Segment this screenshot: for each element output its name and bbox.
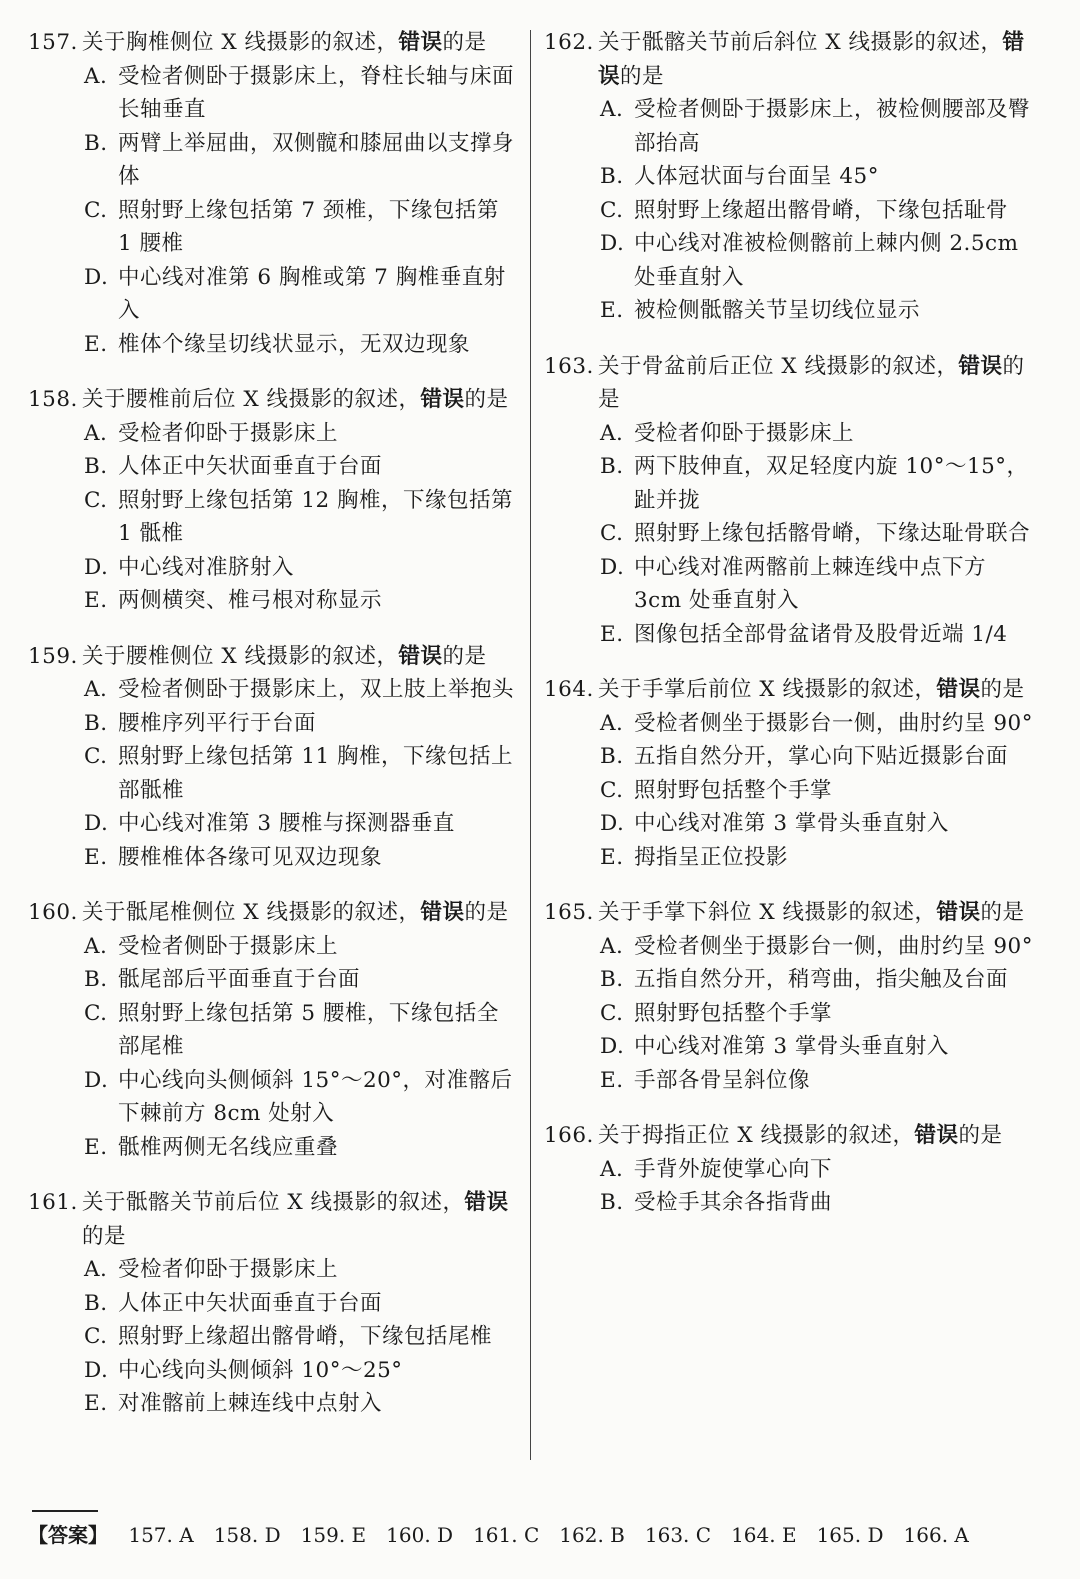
option-item [84, 60, 518, 127]
option-item [600, 294, 1034, 328]
option-item [600, 740, 1034, 774]
stem-emphasis: 错误 [398, 30, 443, 55]
option-text: 拇指呈正位投影 [634, 844, 789, 870]
question-stem [544, 350, 1034, 417]
option-text: 受检者侧卧于摄影床上 [118, 933, 339, 959]
option-text: 受检手其余各指背曲 [634, 1190, 833, 1215]
option-item [84, 1131, 518, 1165]
option-text: 照射野上缘超出髂骨嵴，下缘包括耻骨 [634, 197, 1009, 223]
option-text: 中心线对准第 3 掌骨头垂直射入 [634, 811, 949, 836]
option-text: 椎体个缘呈切线状显示，无双边现象 [118, 331, 471, 357]
option-text: 人体冠状面与台面呈 45° [634, 164, 879, 189]
option-item [84, 450, 518, 484]
question-number: 158. [28, 387, 78, 412]
stem-post: 的是 [598, 353, 1025, 412]
option-text: 受检者侧卧于摄影床上，被检侧腰部及臀部抬高 [634, 97, 1031, 156]
question-number: 162. [544, 30, 594, 55]
answer-item: 158. D [213, 1523, 281, 1547]
option-label: E. [84, 588, 108, 613]
option-item [600, 450, 1034, 517]
option-text: 中心线对准被检侧髂前上棘内侧 2.5cm 处垂直射入 [634, 231, 1019, 290]
option-list [544, 707, 1034, 875]
option-item [84, 417, 518, 451]
option-list [28, 1253, 518, 1421]
option-item [84, 1320, 518, 1354]
question-stem [544, 673, 1034, 707]
stem-pre: 关于骶髂关节前后位 X 线摄影的叙述， [82, 1190, 465, 1215]
option-text: 照射野上缘超出髂骨嵴，下缘包括尾椎 [118, 1324, 493, 1349]
answer-item: 166. A [903, 1523, 969, 1547]
stem-post: 的是 [442, 30, 487, 55]
option-item [600, 1064, 1034, 1098]
answer-item: 161. C [473, 1523, 540, 1547]
left-column [28, 26, 518, 1443]
option-item [600, 963, 1034, 997]
option-text: 骶尾部后平面垂直于台面 [118, 967, 361, 992]
question-157 [28, 26, 518, 361]
option-label: D. [84, 811, 109, 836]
stem-emphasis: 错误 [958, 353, 1003, 379]
answer-item: 159. E [300, 1523, 367, 1547]
option-list [544, 1153, 1034, 1220]
question-number: 164. [544, 677, 594, 702]
stem-pre: 关于拇指正位 X 线摄影的叙述， [598, 1123, 915, 1148]
option-text: 受检者侧坐于摄影台一侧，曲肘约呈 90° [634, 933, 1033, 959]
right-column [544, 26, 1034, 1242]
question-stem [544, 26, 1034, 93]
question-159 [28, 640, 518, 875]
option-label: C. [84, 1324, 108, 1349]
option-text: 照射野包括整个手掌 [634, 1000, 833, 1026]
option-text: 照射野上缘包括髂骨嵴，下缘达耻骨联合 [634, 521, 1031, 546]
option-label: B. [84, 710, 108, 736]
option-label: E. [84, 1391, 108, 1416]
option-text: 照射野上缘包括第 7 颈椎，下缘包括第 1 腰椎 [118, 197, 499, 256]
option-text: 图像包括全部骨盆诸骨及股骨近端 1/4 [634, 621, 1008, 647]
option-item [600, 618, 1034, 652]
option-label: D. [600, 554, 625, 580]
stem-emphasis: 错误 [420, 900, 465, 925]
stem-post: 的是 [464, 387, 509, 412]
option-item [600, 841, 1034, 875]
option-text: 五指自然分开，稍弯曲，指尖触及台面 [634, 967, 1009, 992]
question-stem [28, 640, 518, 674]
question-number: 159. [28, 643, 78, 669]
option-text: 受检者仰卧于摄影床上 [634, 420, 855, 446]
option-label: A. [84, 933, 108, 959]
option-list [28, 930, 518, 1165]
option-text: 手部各骨呈斜位像 [634, 1067, 811, 1093]
question-number: 166. [544, 1123, 594, 1148]
option-label: D. [84, 1067, 109, 1093]
option-label: B. [84, 1290, 108, 1316]
question-stem [28, 896, 518, 930]
question-stem [28, 1186, 518, 1253]
option-text: 两下肢伸直，双足轻度内旋 10°～15°，趾并拢 [634, 454, 1029, 513]
option-text: 骶椎两侧无名线应重叠 [118, 1134, 339, 1160]
question-number: 163. [544, 353, 594, 379]
option-item [84, 740, 518, 807]
option-label: A. [600, 97, 624, 122]
question-stem [544, 896, 1034, 930]
option-label: C. [84, 1000, 108, 1026]
answer-key-rule [32, 1510, 98, 1512]
stem-pre: 关于胸椎侧位 X 线摄影的叙述， [82, 30, 399, 55]
option-text: 照射野包括整个手掌 [634, 777, 833, 803]
option-item [84, 194, 518, 261]
option-label: A. [600, 420, 624, 446]
stem-emphasis: 错误 [936, 677, 981, 702]
option-text: 人体正中矢状面垂直于台面 [118, 454, 383, 479]
option-text: 照射野上缘包括第 12 胸椎，下缘包括第 1 骶椎 [118, 487, 514, 546]
option-item [84, 707, 518, 741]
option-label: C. [600, 1000, 624, 1026]
option-item [84, 484, 518, 551]
option-label: E. [84, 844, 108, 870]
option-item [84, 930, 518, 964]
option-text: 中心线对准脐射入 [118, 554, 295, 580]
stem-post: 的是 [442, 643, 487, 669]
question-163 [544, 350, 1034, 652]
option-label: D. [600, 1034, 625, 1059]
option-label: D. [84, 264, 109, 290]
answer-item: 163. C [644, 1523, 712, 1547]
option-item [84, 584, 518, 618]
stem-post: 的是 [980, 900, 1025, 925]
question-text [82, 640, 518, 674]
option-label: B. [600, 454, 624, 479]
option-text: 被检侧骶髂关节呈切线位显示 [634, 298, 921, 323]
question-text [598, 350, 1034, 417]
question-text [598, 896, 1034, 930]
question-text [82, 26, 518, 60]
option-label: D. [600, 811, 625, 836]
question-text [598, 1119, 1034, 1153]
question-number: 157. [28, 30, 78, 55]
stem-pre: 关于腰椎侧位 X 线摄影的叙述， [82, 643, 399, 669]
stem-pre: 关于腰椎前后位 X 线摄影的叙述， [82, 387, 421, 412]
option-label: C. [600, 197, 624, 223]
stem-emphasis: 错误 [398, 643, 443, 669]
option-text: 中心线向头侧倾斜 10°～25° [118, 1357, 403, 1383]
option-label: D. [600, 231, 625, 256]
stem-post: 的是 [980, 677, 1025, 702]
stem-pre: 关于骨盆前后正位 X 线摄影的叙述， [598, 353, 959, 379]
question-160 [28, 896, 518, 1164]
option-item [84, 1387, 518, 1421]
option-label: A. [84, 1257, 108, 1282]
option-label: B. [600, 744, 624, 769]
option-label: C. [600, 521, 624, 546]
question-166 [544, 1119, 1034, 1220]
option-text: 中心线对准第 6 胸椎或第 7 胸椎垂直射入 [118, 264, 506, 323]
stem-emphasis: 错误 [598, 30, 1025, 89]
option-list [28, 417, 518, 618]
option-item [600, 417, 1034, 451]
option-text: 两臂上举屈曲，双侧髋和膝屈曲以支撑身体 [118, 130, 515, 189]
option-list [544, 930, 1034, 1098]
option-text: 照射野上缘包括第 11 胸椎，下缘包括上部骶椎 [118, 744, 514, 803]
option-item [84, 328, 518, 362]
option-text: 中心线对准两髂前上棘连线中点下方 3cm 处垂直射入 [634, 554, 987, 613]
question-158 [28, 383, 518, 618]
option-label: E. [600, 298, 624, 323]
option-label: A. [600, 710, 624, 736]
stem-post: 的是 [958, 1123, 1003, 1148]
stem-post: 的是 [620, 63, 665, 89]
option-label: C. [84, 487, 108, 513]
option-label: A. [84, 63, 108, 89]
option-label: C. [600, 777, 624, 803]
option-item [600, 807, 1034, 841]
option-list [544, 93, 1034, 328]
option-text: 受检者侧坐于摄影台一侧，曲肘约呈 90° [634, 710, 1033, 736]
question-stem [28, 26, 518, 60]
option-label: B. [600, 967, 624, 992]
option-label: A. [600, 933, 624, 959]
option-text: 对准髂前上棘连线中点射入 [118, 1391, 383, 1416]
stem-pre: 关于骶髂关节前后斜位 X 线摄影的叙述， [598, 30, 1003, 55]
option-label: E. [600, 621, 624, 647]
option-label: D. [84, 554, 109, 580]
option-item [600, 707, 1034, 741]
question-161 [28, 1186, 518, 1421]
option-list [28, 673, 518, 874]
question-text [82, 1186, 518, 1253]
answer-key-label: 【答案】 [28, 1523, 108, 1547]
answer-item: 160. D [386, 1523, 454, 1547]
question-text [82, 896, 518, 930]
answer-item: 165. D [816, 1523, 884, 1547]
question-165 [544, 896, 1034, 1097]
option-item [600, 227, 1034, 294]
option-label: A. [600, 1156, 624, 1182]
option-label: B. [600, 164, 624, 189]
option-item [600, 997, 1034, 1031]
answer-item: 162. B [559, 1523, 625, 1547]
option-label: A. [84, 420, 108, 446]
option-item [600, 517, 1034, 551]
stem-pre: 关于手掌后前位 X 线摄影的叙述， [598, 677, 937, 702]
option-text: 受检者仰卧于摄影床上 [118, 1257, 339, 1282]
option-text: 受检者侧卧于摄影床上，双上肢上举抱头 [118, 677, 515, 702]
question-number: 161. [28, 1190, 78, 1215]
option-item [84, 997, 518, 1064]
option-text: 五指自然分开，掌心向下贴近摄影台面 [634, 744, 1009, 769]
option-text: 中心线对准第 3 掌骨头垂直射入 [634, 1034, 949, 1059]
stem-pre: 关于骶尾椎侧位 X 线摄影的叙述， [82, 900, 421, 925]
question-stem [544, 1119, 1034, 1153]
stem-emphasis: 错误 [420, 387, 465, 412]
question-stem [28, 383, 518, 417]
option-item [84, 551, 518, 585]
question-162 [544, 26, 1034, 328]
option-label: E. [84, 1134, 108, 1160]
option-text: 受检者侧卧于摄影床上，脊柱长轴与床面长轴垂直 [118, 63, 515, 122]
option-item [84, 1287, 518, 1321]
option-item [600, 930, 1034, 964]
option-label: C. [84, 197, 108, 223]
option-item [600, 551, 1034, 618]
option-label: C. [84, 744, 108, 769]
option-item [84, 1064, 518, 1131]
option-item [600, 160, 1034, 194]
question-number: 165. [544, 900, 594, 925]
option-label: B. [600, 1190, 624, 1215]
option-label: B. [84, 130, 108, 156]
option-item [84, 127, 518, 194]
option-item [84, 261, 518, 328]
option-label: A. [84, 677, 108, 702]
option-text: 腰椎椎体各缘可见双边现象 [118, 844, 383, 870]
column-divider [530, 30, 531, 1460]
stem-post: 的是 [464, 900, 509, 925]
question-number: 160. [28, 900, 78, 925]
stem-post: 的是 [82, 1223, 127, 1249]
question-text [82, 383, 518, 417]
option-item [600, 1186, 1034, 1220]
option-label: B. [84, 454, 108, 479]
option-list [28, 60, 518, 362]
option-label: E. [600, 844, 624, 870]
stem-emphasis: 错误 [464, 1190, 509, 1215]
option-item [84, 807, 518, 841]
option-item [600, 1153, 1034, 1187]
option-text: 受检者仰卧于摄影床上 [118, 420, 339, 446]
option-label: D. [84, 1357, 109, 1383]
option-text: 手背外旋使掌心向下 [634, 1156, 833, 1182]
answer-key [28, 1520, 1048, 1550]
stem-emphasis: 错误 [914, 1123, 959, 1148]
option-text: 腰椎序列平行于台面 [118, 710, 317, 736]
option-item [84, 841, 518, 875]
option-label: B. [84, 967, 108, 992]
answer-item: 157. A [128, 1523, 194, 1547]
stem-emphasis: 错误 [936, 900, 981, 925]
option-item [600, 1030, 1034, 1064]
question-164 [544, 673, 1034, 874]
option-item [84, 673, 518, 707]
answer-item: 164. E [731, 1523, 797, 1547]
option-list [544, 417, 1034, 652]
option-item [600, 93, 1034, 160]
option-item [84, 1354, 518, 1388]
stem-pre: 关于手掌下斜位 X 线摄影的叙述， [598, 900, 937, 925]
option-item [84, 1253, 518, 1287]
option-text: 两侧横突、椎弓根对称显示 [118, 588, 383, 613]
option-label: E. [600, 1067, 624, 1093]
option-text: 中心线对准第 3 腰椎与探测器垂直 [118, 811, 455, 836]
option-text: 照射野上缘包括第 5 腰椎，下缘包括全部尾椎 [118, 1000, 499, 1059]
option-item [600, 774, 1034, 808]
question-text [598, 673, 1034, 707]
question-text [598, 26, 1034, 93]
option-item [84, 963, 518, 997]
option-text: 人体正中矢状面垂直于台面 [118, 1290, 383, 1316]
option-text: 中心线向头侧倾斜 15°～20°，对准髂后下棘前方 8cm 处射入 [118, 1067, 513, 1126]
option-item [600, 194, 1034, 228]
option-label: E. [84, 331, 108, 357]
